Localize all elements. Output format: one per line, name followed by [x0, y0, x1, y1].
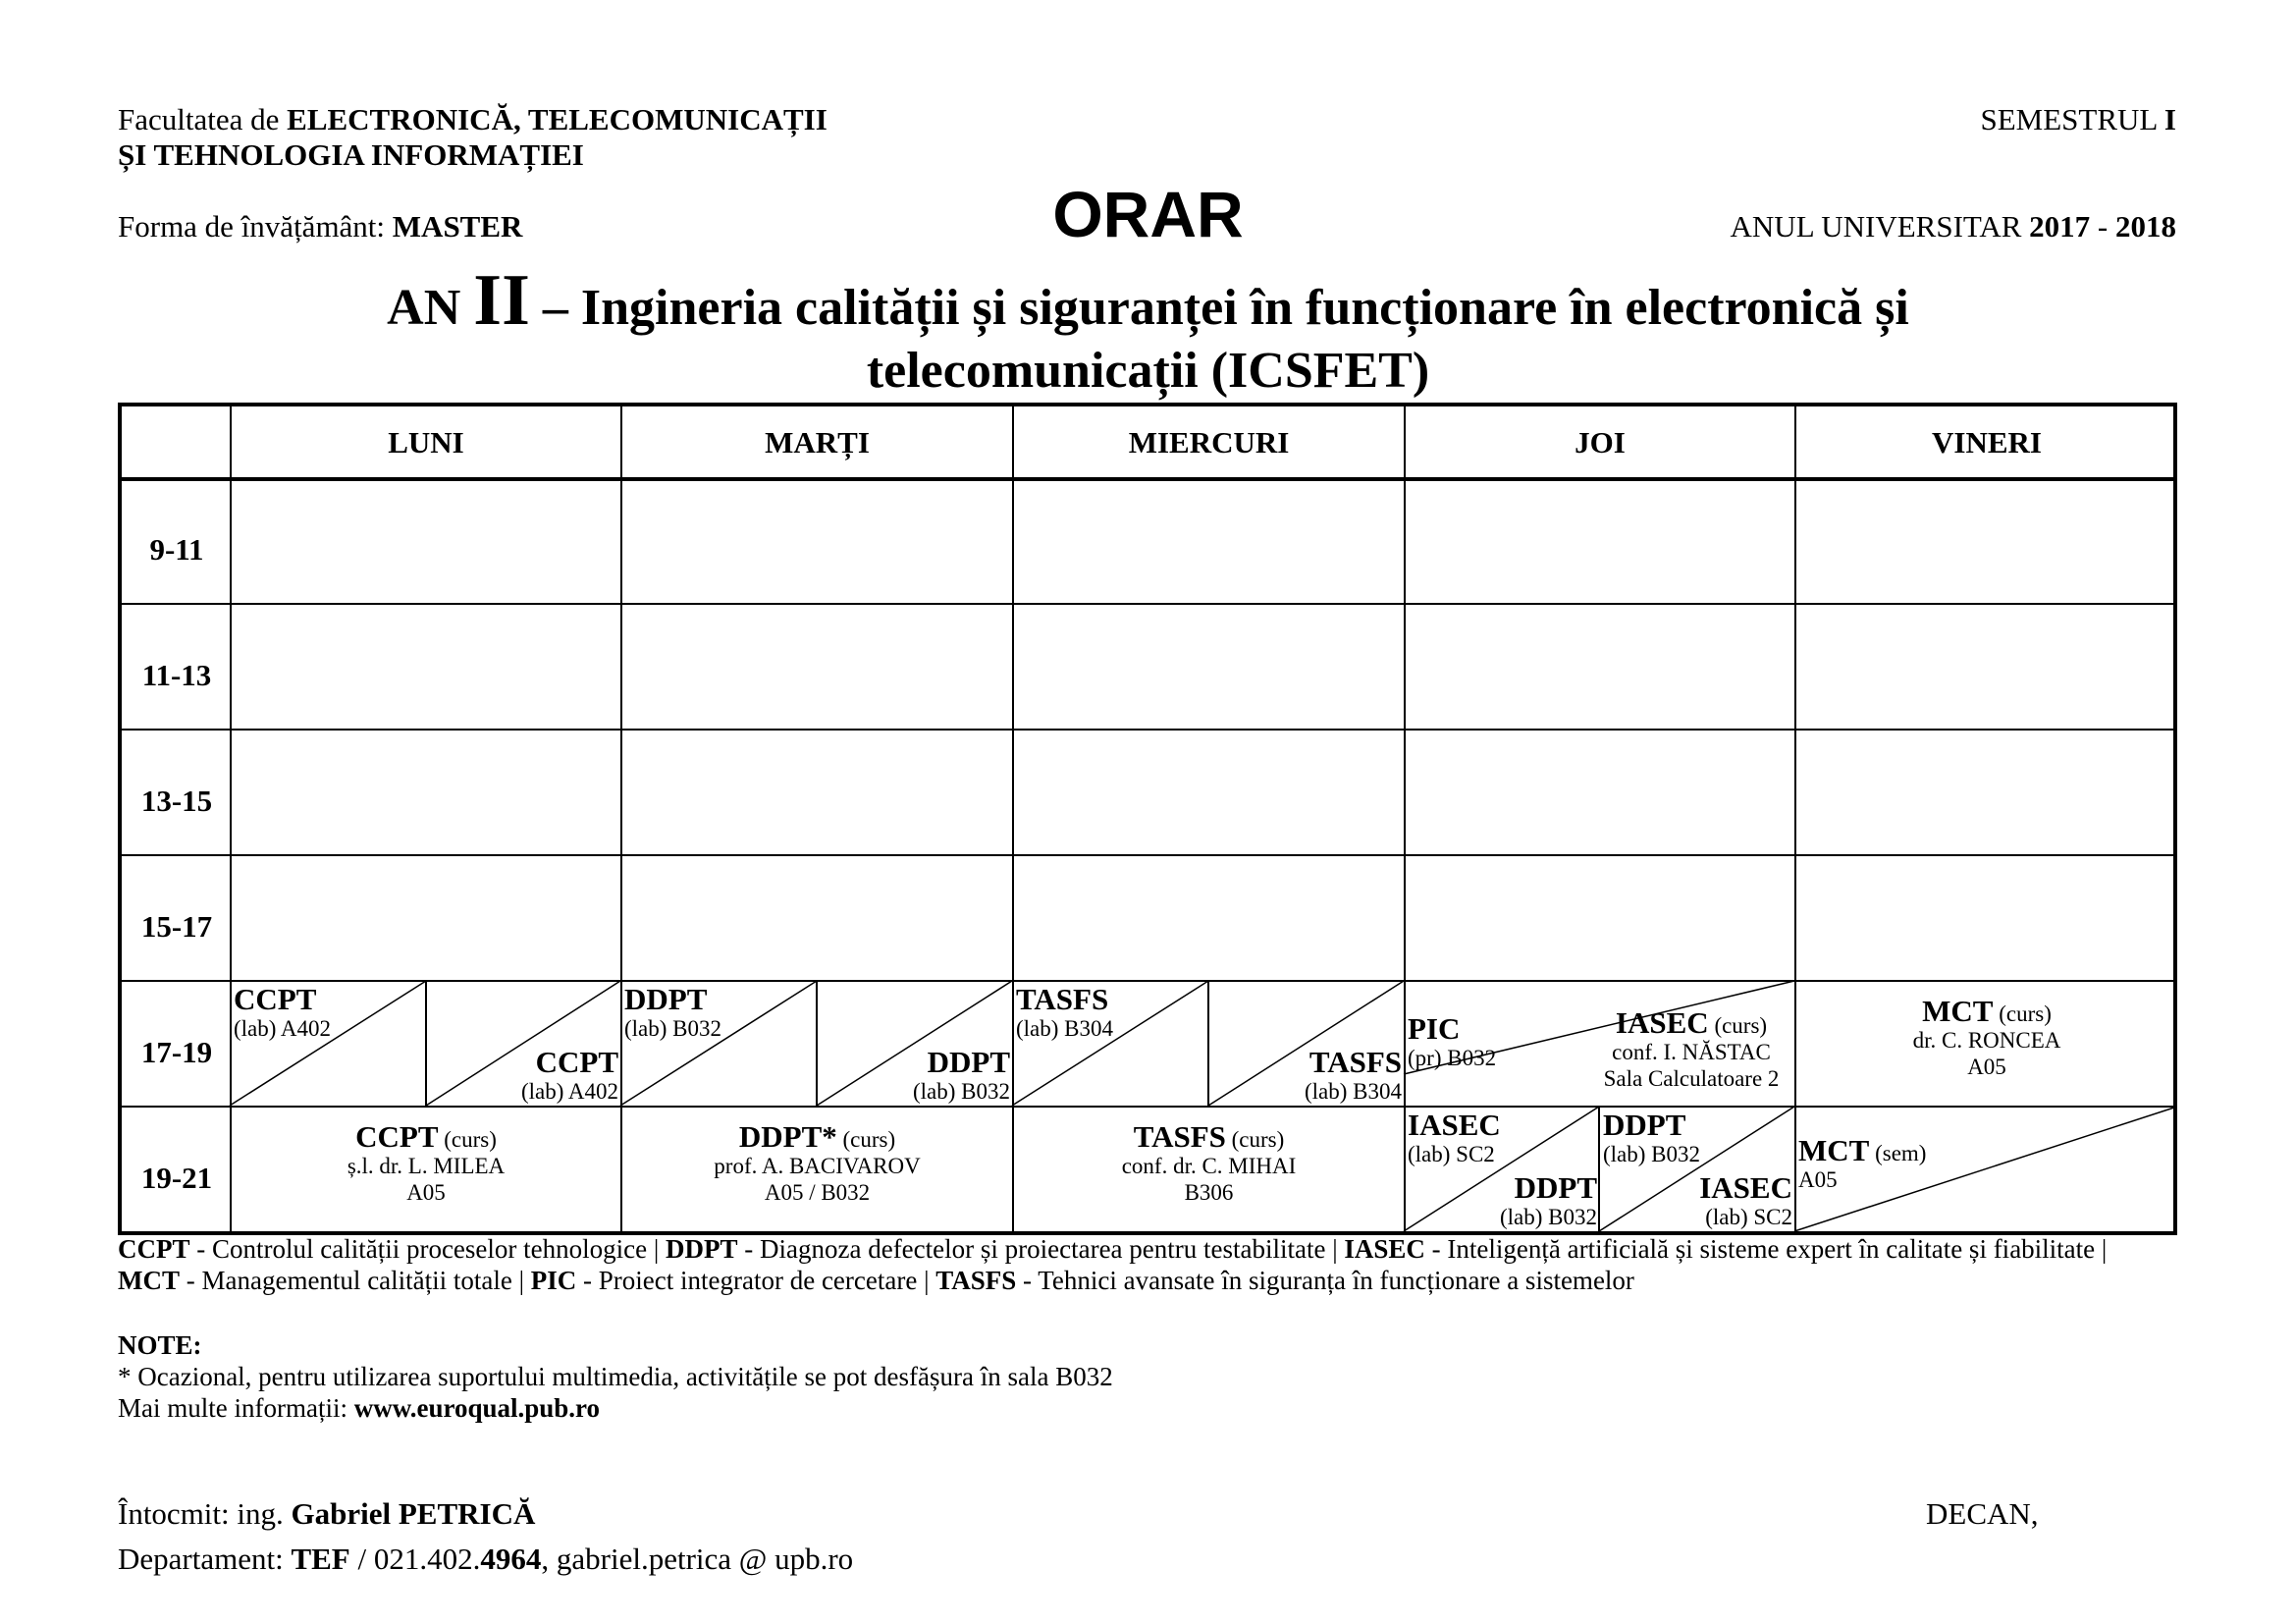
time-slot: 11-13	[141, 658, 212, 692]
notes-title: NOTE:	[118, 1330, 202, 1360]
study-form: Forma de învățământ: MASTER	[118, 209, 523, 244]
legend-line-2: MCT - Managementul calității totale | PIC - Proiect integrator de cercetare | TASFS - Tehnici avansate în siguranța în funcționare a sistemelor	[118, 1266, 1634, 1295]
info-link[interactable]: www.euroqual.pub.ro	[353, 1393, 601, 1423]
academic-year: ANUL UNIVERSITAR 2017 - 2018	[1730, 209, 2176, 244]
day-header-luni: LUNI	[388, 425, 464, 460]
class-ddpt-curs: DDPT* (curs) prof. A. BACIVAROV A05 / B032	[714, 1119, 921, 1205]
class-mct-sem: MCT (sem) A05	[1798, 1133, 1927, 1192]
program-title-line2: telecomunicații (ICSFET)	[866, 343, 1430, 399]
time-slot: 9-11	[149, 532, 204, 567]
timetable	[118, 403, 2177, 1235]
class-tasfs-lab-a: TASFS (lab) B304	[1016, 982, 1114, 1041]
legend-line-1: CCPT - Controlul calității proceselor tehnologice | DDPT - Diagnoza defectelor și proiectarea pentru testabilitate | IASEC - Inteligență artificială și sisteme expert în calitate și fiabilitate |	[118, 1234, 2108, 1264]
semester: SEMESTRUL I	[1980, 102, 2176, 136]
time-slot: 17-19	[140, 1035, 213, 1069]
day-header-marti: MARȚI	[765, 425, 870, 460]
time-slot: 15-17	[140, 909, 213, 944]
class-ccpt-curs: CCPT (curs) ș.l. dr. L. MILEA A05	[347, 1119, 506, 1205]
dean-signature: DECAN,	[1926, 1496, 2039, 1531]
class-tasfs-curs: TASFS (curs) conf. dr. C. MIHAI B306	[1121, 1119, 1297, 1205]
class-ddpt-lab-b: DDPT (lab) B032	[912, 1045, 1010, 1104]
time-slot: 13-15	[140, 784, 213, 818]
class-ddpt-lab-d: DDPT (lab) B032	[1603, 1108, 1701, 1166]
day-header-vineri: VINERI	[1932, 425, 2042, 460]
note-multimedia: * Ocazional, pentru utilizarea suportului multimedia, activitățile se pot desfășura în sala B032	[118, 1362, 1113, 1391]
class-ccpt-lab-b: CCPT (lab) A402	[520, 1045, 618, 1104]
class-pic: PIC (pr) B032	[1408, 1011, 1497, 1070]
class-ccpt-lab-a: CCPT (lab) A402	[234, 982, 332, 1041]
time-slot: 19-21	[140, 1161, 213, 1195]
department: Departament: TEF / 021.402.4964, gabriel.petrica @ upb.ro	[118, 1542, 854, 1576]
faculty-name: Facultatea de ELECTRONICĂ, TELECOMUNICAȚII ȘI TEHNOLOGIA INFORMAȚIEI	[118, 102, 828, 172]
program-title: AN II – Ingineria calității și siguranței în funcționare în electronică și	[387, 260, 1909, 341]
notes: NOTE: * Ocazional, pentru utilizarea suportului multimedia, activitățile se pot desfășura în sala B032 Mai multe informații: www.euroqual.pub.ro	[118, 1330, 1113, 1423]
page-title: ORAR	[1052, 178, 1244, 250]
class-iasec-curs: IASEC (curs) conf. I. NĂSTAC Sala Calculatoare 2	[1603, 1005, 1780, 1091]
class-ddpt-lab-a: DDPT (lab) B032	[624, 982, 722, 1041]
cell-dividers	[122, 406, 2173, 1231]
class-mct-curs: MCT (curs) dr. C. RONCEA A05	[1912, 994, 2061, 1079]
prepared-by: Întocmit: ing. Gabriel PETRICĂ	[118, 1496, 536, 1531]
day-header-joi: JOI	[1575, 425, 1626, 460]
class-iasec-lab-a: IASEC (lab) SC2	[1408, 1108, 1501, 1166]
class-tasfs-lab-b: TASFS (lab) B304	[1304, 1045, 1402, 1104]
class-iasec-lab-b: IASEC (lab) SC2	[1699, 1170, 1792, 1229]
day-header-miercuri: MIERCURI	[1128, 425, 1290, 460]
class-ddpt-lab-c: DDPT (lab) B032	[1499, 1170, 1597, 1229]
